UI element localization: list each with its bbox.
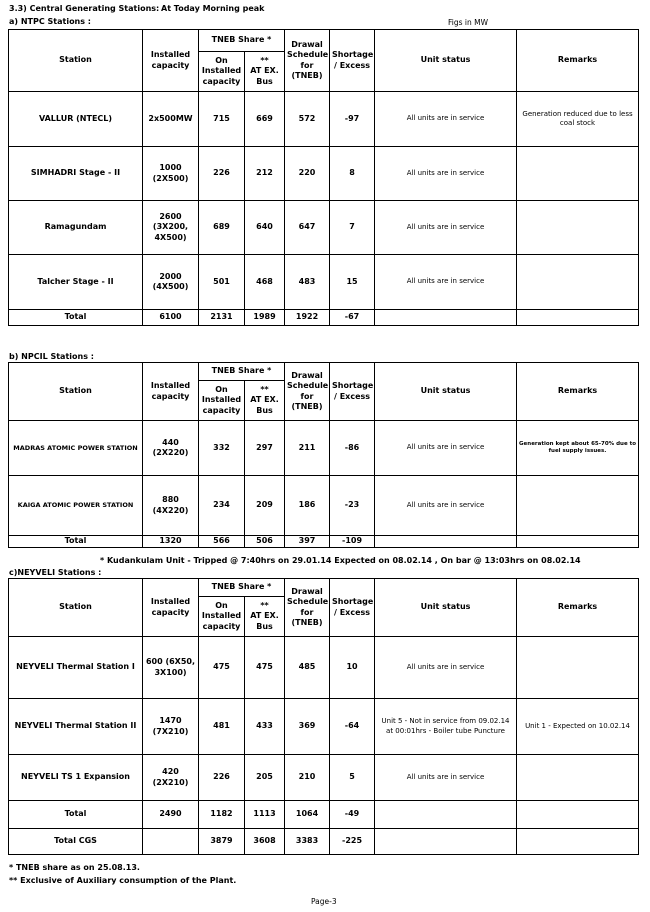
cell: 1320 xyxy=(143,536,199,548)
cell: 297 xyxy=(245,421,285,476)
empty-cell xyxy=(375,829,517,855)
cell: 210 xyxy=(285,755,330,801)
header-tneb-share: TNEB Share * xyxy=(199,579,285,597)
cell: All units are in service xyxy=(375,92,517,147)
cell: 647 xyxy=(285,201,330,255)
cell: 2131 xyxy=(199,310,245,326)
cell: 2000 (4X500) xyxy=(143,255,199,310)
cell: 8 xyxy=(330,147,375,201)
cell: -23 xyxy=(330,476,375,536)
cell: 483 xyxy=(285,255,330,310)
neyveli-section-title: c)NEYVELI Stations : xyxy=(9,568,102,577)
cell: -67 xyxy=(330,310,375,326)
cell: 1989 xyxy=(245,310,285,326)
empty-cell xyxy=(517,829,639,855)
cell: All units are in service xyxy=(375,255,517,310)
table-row xyxy=(9,255,639,310)
header-station: Station xyxy=(9,579,143,637)
cell: Unit 1 - Expected on 10.02.14 xyxy=(517,699,639,755)
table-row xyxy=(9,201,639,255)
header-on-installed: On Installed capacity xyxy=(199,597,245,637)
cell: 501 xyxy=(199,255,245,310)
cell: 468 xyxy=(245,255,285,310)
header-unit-status: Unit status xyxy=(375,363,517,421)
npcil-section-title: b) NPCIL Stations : xyxy=(9,352,94,361)
cell: MADRAS ATOMIC POWER STATION xyxy=(9,421,143,476)
cell: ** xyxy=(260,55,269,65)
cell: 1064 xyxy=(285,801,330,829)
cell: 640 xyxy=(245,201,285,255)
footnote-tneb-share: * TNEB share as on 25.08.13. xyxy=(9,863,140,872)
header-at-ex-bus xyxy=(245,381,285,421)
cell: 880 (4X220) xyxy=(143,476,199,536)
cell: 3879 xyxy=(199,829,245,855)
header-at-ex-bus xyxy=(245,52,285,92)
ntpc-table xyxy=(8,29,639,326)
cell: ** xyxy=(260,600,269,610)
page-heading: 3.3) Central Generating Stations: xyxy=(9,4,160,13)
cell: All units are in service xyxy=(375,476,517,536)
header-drawal: Drawal Schedule for (TNEB) xyxy=(285,363,330,421)
cell: Total xyxy=(9,536,143,548)
header-shortage: Shortage / Excess xyxy=(330,363,375,421)
cell: 212 xyxy=(245,147,285,201)
cell: 715 xyxy=(199,92,245,147)
header-installed: Installed capacity xyxy=(143,579,199,637)
cell xyxy=(517,755,639,801)
cell: All units are in service xyxy=(375,637,517,699)
footnote-auxiliary: ** Exclusive of Auxiliary consumption of the Plant. xyxy=(9,876,237,885)
cell: 226 xyxy=(199,147,245,201)
cell xyxy=(143,829,199,855)
cell: 220 xyxy=(285,147,330,201)
cell: VALLUR (NTECL) xyxy=(9,92,143,147)
header-drawal: Drawal Schedule for (TNEB) xyxy=(285,30,330,92)
cell: Ramagundam xyxy=(9,201,143,255)
header-station: Station xyxy=(9,363,143,421)
cell: 475 xyxy=(245,637,285,699)
cell: 1182 xyxy=(199,801,245,829)
figs-label: Figs in MW xyxy=(448,18,489,27)
total-cgs-row xyxy=(9,829,639,855)
cell: 2490 xyxy=(143,801,199,829)
cell: 10 xyxy=(330,637,375,699)
cell: 226 xyxy=(199,755,245,801)
cell: Generation kept about 65-70% due to fuel supply issues. xyxy=(517,421,639,476)
table-row xyxy=(9,637,639,699)
table-row xyxy=(9,147,639,201)
header-installed: Installed capacity xyxy=(143,30,199,92)
page-number: Page-3 xyxy=(311,897,337,906)
header-remarks: Remarks xyxy=(517,363,639,421)
cell: 669 xyxy=(245,92,285,147)
peak-label: At Today Morning peak xyxy=(161,4,265,13)
total-row xyxy=(9,310,639,326)
header-tneb-share: TNEB Share * xyxy=(199,363,285,381)
cell: 506 xyxy=(245,536,285,548)
cell: 1000 (2X500) xyxy=(143,147,199,201)
cell: 3608 xyxy=(245,829,285,855)
cell: 15 xyxy=(330,255,375,310)
neyveli-table xyxy=(8,578,639,855)
header-at-ex-bus xyxy=(245,597,285,637)
header-unit-status: Unit status xyxy=(375,579,517,637)
cell: 600 (6X50, 3X100) xyxy=(143,637,199,699)
cell: 332 xyxy=(199,421,245,476)
header-unit-status: Unit status xyxy=(375,30,517,92)
header-remarks: Remarks xyxy=(517,30,639,92)
table-row xyxy=(9,421,639,476)
cell: -225 xyxy=(330,829,375,855)
cell: All units are in service xyxy=(375,147,517,201)
cell: -49 xyxy=(330,801,375,829)
cell: 186 xyxy=(285,476,330,536)
cell: 420 (2X210) xyxy=(143,755,199,801)
cell: NEYVELI Thermal Station I xyxy=(9,637,143,699)
cell: 481 xyxy=(199,699,245,755)
cell: Unit 5 - Not in service from 09.02.14 at 00:01hrs - Boiler tube Puncture xyxy=(375,699,517,755)
table-row xyxy=(9,476,639,536)
header-on-installed: On Installed capacity xyxy=(199,52,245,92)
cell xyxy=(517,255,639,310)
cell: 2x500MW xyxy=(143,92,199,147)
cell: AT EX. Bus xyxy=(250,66,279,86)
empty-cell xyxy=(375,801,517,829)
cell: Generation reduced due to less coal stock xyxy=(517,92,639,147)
empty-cell xyxy=(517,536,639,548)
cell: NEYVELI TS 1 Expansion xyxy=(9,755,143,801)
npcil-table xyxy=(8,362,639,548)
cell: AT EX. Bus xyxy=(250,395,279,415)
header-station: Station xyxy=(9,30,143,92)
table-row xyxy=(9,92,639,147)
cell: 211 xyxy=(285,421,330,476)
cell: NEYVELI Thermal Station II xyxy=(9,699,143,755)
cell: 475 xyxy=(199,637,245,699)
cell: 1113 xyxy=(245,801,285,829)
header-remarks: Remarks xyxy=(517,579,639,637)
cell: 3383 xyxy=(285,829,330,855)
header-shortage: Shortage / Excess xyxy=(330,579,375,637)
cell: 369 xyxy=(285,699,330,755)
empty-cell xyxy=(375,536,517,548)
cell: -109 xyxy=(330,536,375,548)
cell xyxy=(517,476,639,536)
cell: 566 xyxy=(199,536,245,548)
cell: 1470 (7X210) xyxy=(143,699,199,755)
cell xyxy=(517,637,639,699)
cell: 234 xyxy=(199,476,245,536)
header-on-installed: On Installed capacity xyxy=(199,381,245,421)
cell: 205 xyxy=(245,755,285,801)
cell: 1922 xyxy=(285,310,330,326)
cell: KAIGA ATOMIC POWER STATION xyxy=(9,476,143,536)
cell: 433 xyxy=(245,699,285,755)
cell: 689 xyxy=(199,201,245,255)
empty-cell xyxy=(517,801,639,829)
cell: SIMHADRI Stage - II xyxy=(9,147,143,201)
cell: All units are in service xyxy=(375,755,517,801)
header-installed: Installed capacity xyxy=(143,363,199,421)
header-tneb-share: TNEB Share * xyxy=(199,30,285,52)
header-shortage: Shortage / Excess xyxy=(330,30,375,92)
cell: All units are in service xyxy=(375,421,517,476)
empty-cell xyxy=(517,310,639,326)
cell: 7 xyxy=(330,201,375,255)
total-row xyxy=(9,801,639,829)
cell: 6100 xyxy=(143,310,199,326)
cell xyxy=(517,201,639,255)
total-row xyxy=(9,536,639,548)
empty-cell xyxy=(375,310,517,326)
cell: Total CGS xyxy=(9,829,143,855)
cell: -97 xyxy=(330,92,375,147)
cell: All units are in service xyxy=(375,201,517,255)
cell: 397 xyxy=(285,536,330,548)
cell: 2600 (3X200, 4X500) xyxy=(143,201,199,255)
cell: Total xyxy=(9,310,143,326)
cell: 209 xyxy=(245,476,285,536)
cell: 440 (2X220) xyxy=(143,421,199,476)
cell: 485 xyxy=(285,637,330,699)
cell: -64 xyxy=(330,699,375,755)
table-row xyxy=(9,755,639,801)
cell: AT EX. Bus xyxy=(250,611,279,631)
cell: Talcher Stage - II xyxy=(9,255,143,310)
kudankulam-note: * Kudankulam Unit - Tripped @ 7:40hrs on 29.01.14 Expected on 08.02.14 , On bar @ 13:03hrs on 08.02.14 xyxy=(100,556,581,565)
ntpc-section-title: a) NTPC Stations : xyxy=(9,17,91,26)
cell: 5 xyxy=(330,755,375,801)
cell: 572 xyxy=(285,92,330,147)
cell: Total xyxy=(9,801,143,829)
table-row xyxy=(9,699,639,755)
cell xyxy=(517,147,639,201)
cell: -86 xyxy=(330,421,375,476)
cell: ** xyxy=(260,384,269,394)
header-drawal: Drawal Schedule for (TNEB) xyxy=(285,579,330,637)
